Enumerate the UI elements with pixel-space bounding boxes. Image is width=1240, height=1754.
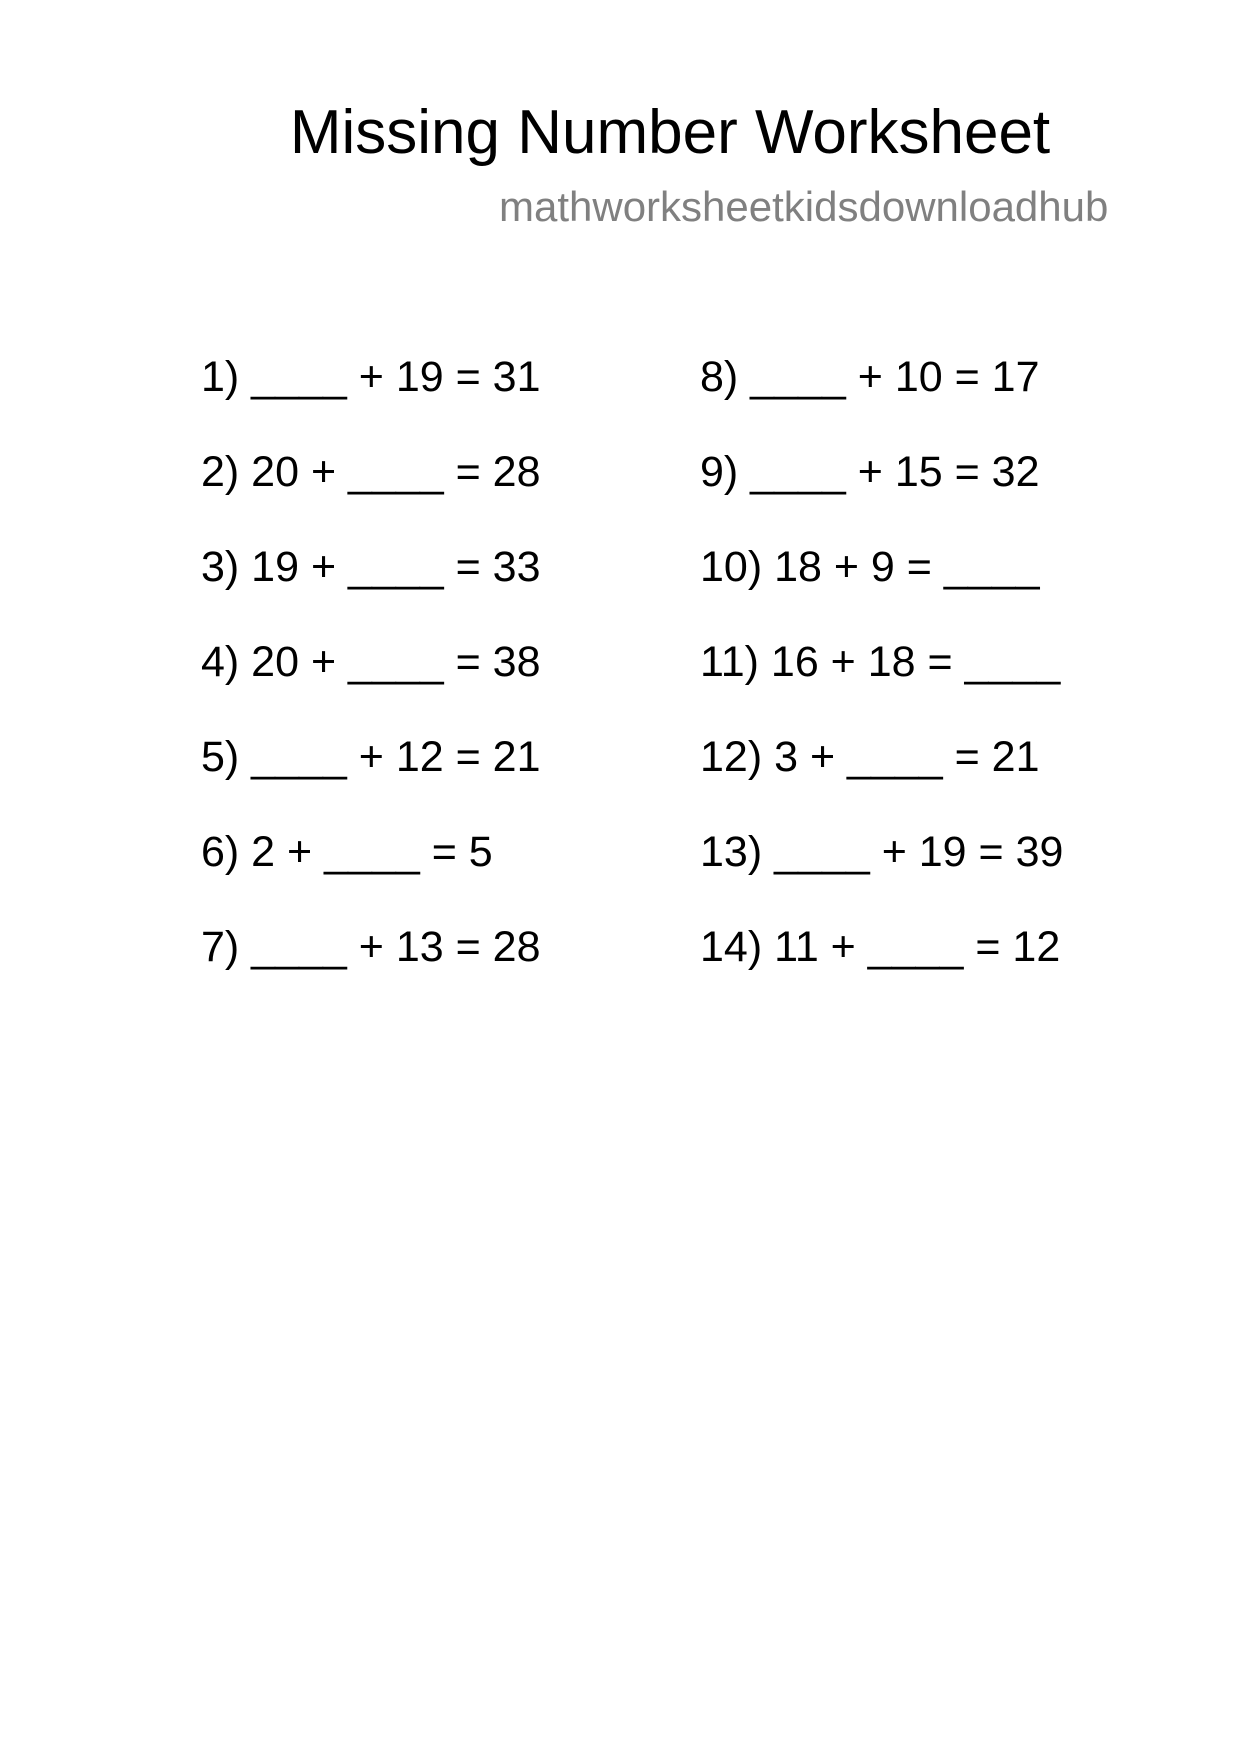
problem-item: 2) 20 + ____ = 28	[201, 448, 541, 496]
problem-item: 8) ____ + 10 = 17	[700, 353, 1040, 401]
problem-item: 4) 20 + ____ = 38	[201, 638, 541, 686]
problem-item: 9) ____ + 15 = 32	[700, 448, 1040, 496]
problem-item: 14) 11 + ____ = 12	[700, 923, 1061, 971]
problem-item: 3) 19 + ____ = 33	[201, 543, 541, 591]
worksheet-title: Missing Number Worksheet	[289, 98, 1051, 167]
problem-column-right	[700, 352, 1063, 1017]
problem-item: 13) ____ + 19 = 39	[700, 828, 1064, 876]
problem-column-left	[201, 352, 541, 1017]
problem-item: 7) ____ + 13 = 28	[201, 923, 541, 971]
problem-item: 5) ____ + 12 = 21	[201, 733, 541, 781]
problem-item: 11) 16 + 18 = ____	[700, 638, 1061, 686]
source-label: mathworksheetkidsdownloadhub	[499, 183, 1109, 230]
problem-item: 10) 18 + 9 = ____	[700, 543, 1040, 591]
problem-item: 1) ____ + 19 = 31	[201, 353, 541, 401]
problem-item: 12) 3 + ____ = 21	[700, 733, 1040, 781]
problem-item: 6) 2 + ____ = 5	[201, 828, 493, 876]
